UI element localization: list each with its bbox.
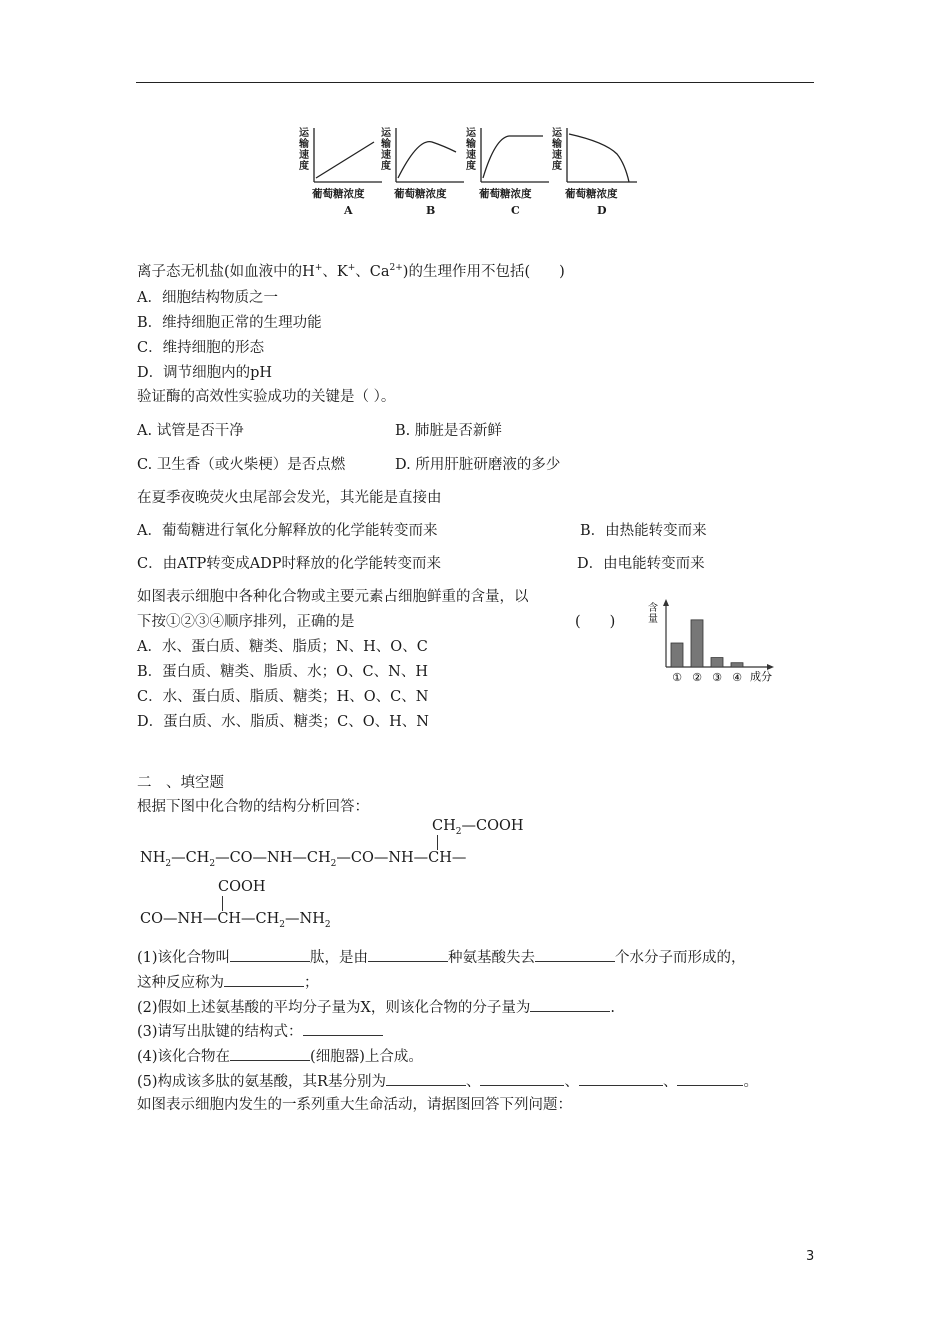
- q-ion-sup: 2+: [389, 263, 403, 273]
- answer-blank[interactable]: [530, 997, 610, 1012]
- curve-linear: [316, 142, 374, 178]
- q-compounds-option-d: D．蛋白质、水、脂质、糖类；C、O、H、N: [137, 714, 429, 730]
- content-bar-chart: [642, 597, 782, 689]
- chem-sub: 2: [455, 827, 462, 837]
- bar-tick-label: ③: [712, 671, 722, 684]
- fill-text: 、: [564, 1074, 579, 1090]
- chem-text: CH: [432, 818, 456, 834]
- fill-text: (2)假如上述氨基酸的平均分子量为X，则该化合物的分子量为: [137, 1000, 531, 1016]
- q-compounds-stem-1: 如图表示细胞中各种化合物或主要元素占细胞鲜重的含量，以: [137, 589, 529, 605]
- fill-text: (3)请写出肽键的结构式：: [137, 1024, 303, 1040]
- q-enzyme-stem: 验证酶的高效性实验成功的关键是（ ）。: [137, 389, 396, 405]
- bar-tick-label: ①: [672, 671, 682, 684]
- fill-text: (1)该化合物叫: [137, 950, 231, 966]
- q-compounds-option-a: A．水、蛋白质、糖类、脂质；N、H、O、C: [137, 639, 428, 655]
- graph-xlabel: 葡萄糖浓度: [312, 188, 365, 200]
- chem-sub: 2: [165, 859, 172, 869]
- q-ion-option-a: A．细胞结构物质之一: [137, 290, 278, 306]
- fill-text: (5)构成该多肽的氨基酸，其R基分别为: [137, 1074, 386, 1090]
- bar-ylabel-2: 量: [648, 614, 658, 625]
- fill-text: 。: [743, 1074, 758, 1090]
- chem-text: —CO—NH—CH: [215, 850, 331, 866]
- y-axis-arrow: [663, 599, 669, 606]
- fill-text: 这种反应称为: [137, 975, 224, 991]
- fill-q5: [137, 1071, 758, 1091]
- answer-blank[interactable]: [535, 947, 615, 962]
- curve-saturating: [483, 136, 543, 178]
- structure-main-chain: [140, 850, 467, 869]
- chem-sub: 2: [330, 859, 337, 869]
- q-enzyme-option-b: B. 肺脏是否新鲜: [395, 423, 502, 439]
- fill-q4: [137, 1046, 423, 1066]
- fill-q2: [137, 997, 615, 1017]
- fill-text: 、: [465, 1074, 481, 1090]
- page-number: 3: [806, 1249, 815, 1264]
- fill-q3: [137, 1021, 383, 1041]
- structure-cooh: COOH: [218, 879, 266, 895]
- q-ion-stem-part: 、K: [322, 264, 348, 280]
- graph-letter: B: [426, 204, 436, 217]
- bar-3: [711, 658, 723, 667]
- bond-vertical-2: [222, 896, 223, 911]
- answer-blank[interactable]: [303, 1021, 383, 1036]
- answer-blank[interactable]: [368, 947, 448, 962]
- q-compounds-paren: ( ): [575, 614, 616, 630]
- answer-blank[interactable]: [677, 1071, 743, 1086]
- graph-xlabel: 葡萄糖浓度: [479, 188, 532, 200]
- q-ion-option-c: C．维持细胞的形态: [137, 340, 265, 356]
- graph-xlabel: 葡萄糖浓度: [565, 188, 618, 200]
- graph-d: [553, 128, 639, 220]
- fill-text: .: [610, 1000, 615, 1016]
- chem-text: —CH: [171, 850, 210, 866]
- curve-declining: [569, 134, 629, 182]
- graph-b-plot: [394, 128, 464, 186]
- structure-top-group: [432, 818, 524, 837]
- chem-text: CO—NH—CH—CH: [140, 911, 280, 927]
- chem-text: —NH: [285, 911, 325, 927]
- q-compounds-stem-2: 下按①②③④顺序排列，正确的是: [137, 614, 355, 630]
- section-heading: 二 、填空题: [137, 775, 224, 791]
- chem-sub: 2: [209, 859, 216, 869]
- answer-blank[interactable]: [480, 1071, 564, 1086]
- fill-q1-line2: [137, 972, 319, 992]
- chem-sub: 2: [279, 920, 286, 930]
- fill-q1-line1: [137, 947, 746, 967]
- graph-ylabel: 运输速度: [466, 128, 476, 172]
- bar-xlabel: 成分: [750, 670, 772, 683]
- fill-text: 、: [662, 1074, 678, 1090]
- chem-sub: 2: [324, 920, 331, 930]
- q-ion-stem-part: 、Ca: [355, 264, 390, 280]
- graph-c-plot: [479, 128, 549, 186]
- fill-text: 种氨基酸失去: [448, 950, 536, 966]
- bar-tick-label: ②: [692, 671, 702, 684]
- graph-d-plot: [565, 128, 639, 186]
- graph-xlabel: 葡萄糖浓度: [394, 188, 447, 200]
- answer-blank[interactable]: [230, 947, 310, 962]
- bar-2: [691, 620, 703, 667]
- q-ion-sup: +: [347, 263, 356, 273]
- q-firefly-option-a: A．葡萄糖进行氧化分解释放的化学能转变而来: [137, 523, 438, 539]
- q-enzyme-option-a: A. 试管是否干净: [137, 423, 244, 439]
- chem-text: —COOH: [461, 818, 524, 834]
- graph-ylabel: 运输速度: [381, 128, 391, 172]
- chem-text: NH: [140, 850, 166, 866]
- q-enzyme-option-c: C. 卫生香（或火柴梗）是否点燃: [137, 457, 346, 473]
- fill-text: (细胞器)上合成。: [310, 1049, 423, 1065]
- section-intro: 根据下图中化合物的结构分析回答：: [137, 799, 369, 815]
- header-rule: [136, 82, 814, 83]
- chem-text: —CO—NH—CH—: [336, 850, 467, 866]
- graph-letter: A: [344, 204, 353, 217]
- graph-ylabel: 运输速度: [552, 128, 562, 172]
- graph-a-plot: [312, 128, 382, 186]
- bar-1: [671, 643, 683, 667]
- structure-second-chain: [140, 911, 331, 930]
- fill-last-line: 如图表示细胞内发生的一系列重大生命活动，请据图回答下列问题：: [137, 1097, 572, 1113]
- fill-text: 肽，是由: [310, 950, 369, 966]
- curve-rise-fall: [398, 142, 456, 178]
- answer-blank[interactable]: [230, 1046, 310, 1061]
- graph-letter: D: [597, 204, 607, 217]
- bond-vertical-1: [437, 835, 438, 850]
- bar-4: [731, 663, 743, 667]
- q-enzyme-option-d: D. 所用肝脏研磨液的多少: [395, 457, 561, 473]
- q-compounds-option-c: C．水、蛋白质、脂质、糖类；H、O、C、N: [137, 689, 429, 705]
- q-ion-stem-part: 离子态无机盐(如血液中的H: [137, 264, 315, 280]
- q-ion-stem: [137, 263, 565, 283]
- bar-tick-label: ④: [732, 671, 742, 684]
- fill-text: 个水分子而形成的，: [615, 950, 746, 966]
- q-firefly-stem: 在夏季夜晚荧火虫尾部会发光，其光能是直接由: [137, 490, 442, 506]
- q-ion-sup: +: [314, 263, 323, 273]
- graph-ylabel: 运输速度: [299, 128, 309, 172]
- q-ion-option-b: B．维持细胞正常的生理功能: [137, 315, 322, 331]
- answer-blank[interactable]: [224, 972, 304, 987]
- q-ion-stem-part: )的生理作用不包括( ): [402, 264, 565, 280]
- bar-ylabel-1: 含: [648, 603, 658, 614]
- q-compounds-option-b: B．蛋白质、糖类、脂质、水；O、C、N、H: [137, 664, 428, 680]
- q-ion-option-d: D．调节细胞内的pH: [137, 365, 273, 381]
- fill-text: ；: [304, 975, 319, 991]
- q-firefly-option-c: C．由ATP转变成ADP时释放的化学能转变而来: [137, 556, 442, 572]
- graph-letter: C: [511, 204, 520, 217]
- graph-c: [467, 128, 553, 220]
- q-firefly-option-d: D．由电能转变而来: [577, 556, 705, 572]
- answer-blank[interactable]: [579, 1071, 663, 1086]
- graph-b: [382, 128, 468, 220]
- graph-a: [300, 128, 386, 220]
- q-firefly-option-b: B．由热能转变而来: [580, 523, 707, 539]
- answer-blank[interactable]: [386, 1071, 466, 1086]
- fill-text: (4)该化合物在: [137, 1049, 231, 1065]
